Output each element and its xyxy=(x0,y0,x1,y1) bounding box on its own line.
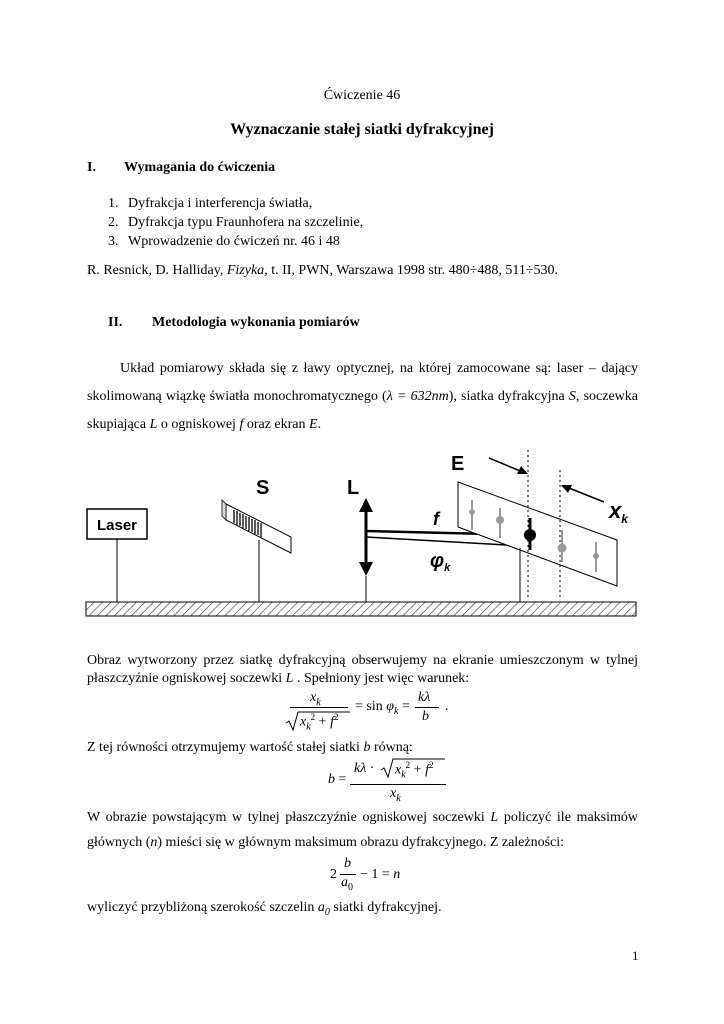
section2-number: II. xyxy=(108,315,123,330)
lens-l xyxy=(347,477,373,602)
reference: R. Resnick, D. Halliday, Fizyka, t. II, PWN, Warszawa 1998 str. 480÷488, 511÷530. xyxy=(87,263,559,278)
focal-label: f xyxy=(433,509,439,529)
requirements-list xyxy=(108,194,363,251)
grating-label: S xyxy=(256,477,270,499)
lens-label: L xyxy=(347,477,360,499)
list-item: 3. Wprowadzenie do ćwiczeń nr. 46 i 48 xyxy=(108,234,340,249)
list-item: 2. Dyfrakcja typu Fraunhofera na szczelinie, xyxy=(108,215,364,230)
optical-bench xyxy=(86,602,636,616)
screen-e xyxy=(451,450,629,602)
paragraph-grating-constant: Z tej równości otrzymujemy wartość stałej siatki b równą: xyxy=(87,740,413,755)
section1-title: Wymagania do ćwiczenia xyxy=(124,160,276,175)
page-title: Wyznaczanie stałej siatki dyfrakcyjnej xyxy=(230,121,494,138)
paragraph-setup: Układ pomiarowy składa się z ławy optycznej, na której zamocowane są: laser – dający skolimowaną wiązkę światła monochromatycznego (λ = 632nm), siatka dyfrakcyjna S, soczewka skupiająca L o ogniskowej f oraz ekran E. xyxy=(87,361,638,432)
paragraph-maxima: W obrazie powstającym w tylnej płaszczyźnie ogniskowej soczewki L policzyć ile maksimów głównych (n) mieści się w głównym maksimum obrazu dyfrakcyjnego. Z zależności: xyxy=(87,810,638,850)
list-item: 1. Dyfrakcja i interferencja światła, xyxy=(108,196,313,211)
paragraph-slit-width: wyliczyć przybliżoną szerokość szczelin $a_0$ siatki dyfrakcyjnej. xyxy=(87,900,442,918)
page-number: 1 xyxy=(632,948,639,963)
laser-unit xyxy=(87,509,147,602)
section1-number: I. xyxy=(87,160,96,175)
distance-label: $x_k$ xyxy=(609,498,628,526)
grating-s xyxy=(222,477,291,602)
section2-title: Metodologia wykonania pomiarów xyxy=(152,315,360,330)
laser-label: Laser xyxy=(96,517,138,534)
screen-label: E xyxy=(451,453,465,475)
paragraph-image: Obraz wytworzony przez siatkę dyfrakcyjną obserwujemy na ekranie umieszczonym w tylnej płaszczyźnie ogniskowej soczewki L . Spełniony jest więc warunek: xyxy=(87,653,638,686)
angle-label: $\varphi_k$ xyxy=(430,550,451,574)
experiment-diagram xyxy=(80,448,640,623)
exercise-header: Ćwiczenie 46 xyxy=(323,88,401,103)
